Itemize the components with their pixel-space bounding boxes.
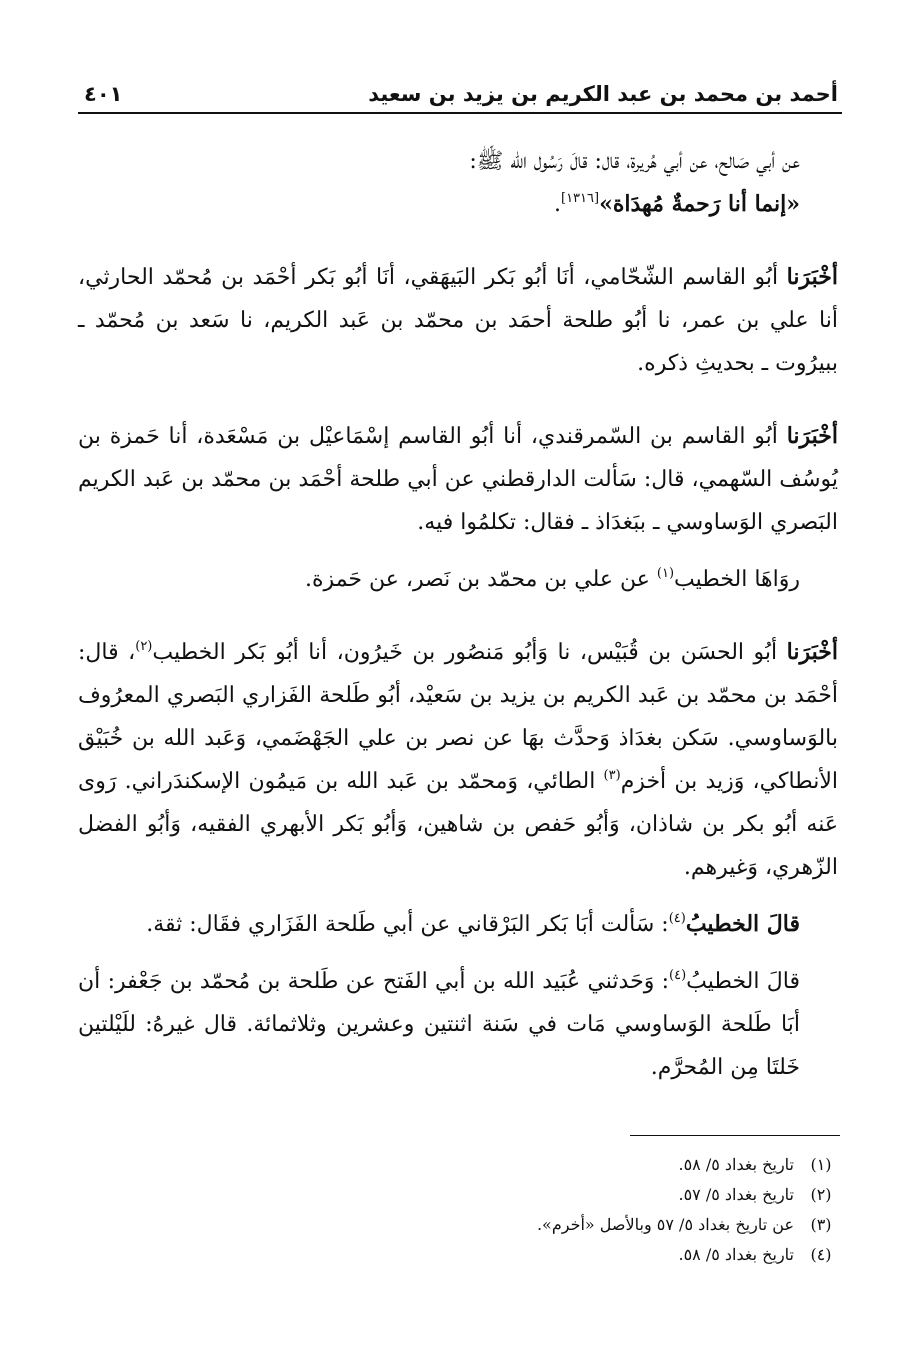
- footnote-item: [78, 1240, 838, 1270]
- paragraph-5-lead: أخْبَرَنا: [786, 639, 838, 665]
- hadith-quote-text: «إنما أنا رَحمةٌ مُهدَاة»: [599, 191, 800, 217]
- paragraph-6-lead: قالَ الخطيبُ: [685, 911, 800, 937]
- running-title: أحمد بن محمد بن عبد الكريم بن يزيد بن سعيد: [368, 82, 838, 106]
- paragraph-7: [78, 960, 838, 1089]
- paragraph-3-text: أبُو القاسم بن السّمرقندي، أنا أبُو القاسم إسْمَاعيْل بن مَسْعَدة، أنا حَمزة بن يُوسُف السّهمي، قال: سَألت الدارقطني عن أبي طلحة أحْمَد بن محمّد بن عَبد الكريم البَصري الوَساوسي ـ ببَغدَاذ ـ فقال: تكلمُوا فيه.: [78, 424, 838, 535]
- paragraph-5: [78, 631, 838, 889]
- paragraph-1-text: عن أبي صَالح، عن أبي هُريرة، قال: قالَ رَسُول الله ﷺ:: [469, 149, 800, 174]
- footnote-number: (٤): [810, 1245, 832, 1264]
- footnote-text: عن تاريخ بغداد ٥/ ٥٧ وبالأصل «أخرم».: [536, 1215, 794, 1234]
- paragraph-7-text-b: : وَحَدثني عُبَيد الله بن أبي الفَتح عن طَلحة بن مُحمّد بن جَعْفر: أن أبَا طَلحة الوَساوسي مَات في سَنة اثنتين وعشرين وثلاثمائة. قال غيرهُ: للَيْلتين خَلتَا مِن المُحرَّم.: [78, 969, 800, 1080]
- page-number: ٤٠١: [84, 82, 123, 106]
- footnote-ref-4b: (٤): [669, 968, 687, 983]
- footnote-ref-3: (٣): [603, 768, 621, 783]
- paragraph-4: [78, 558, 838, 601]
- paragraph-3-lead: أخْبَرَنا: [786, 423, 839, 449]
- main-text: [78, 140, 838, 1089]
- hadith-quote: «إنما أنا رَحمةٌ مُهدَاة»[١٣١٦].: [553, 191, 800, 217]
- footnote-number: (٣): [810, 1215, 832, 1234]
- paragraph-5-text-c: الطائي، وَمحمّد بن عَبد الله بن مَيمُون الإسكندَراني. رَوى عَنه أبُو بكر بن شاذان، وَأبُو حَفص بن شاهين، وَأبُو بَكر الأبهري الفقيه، وَأبُو الفضل الزّهري، وَغيرهم.: [78, 769, 838, 880]
- footnote-text: تاريخ بغداد ٥/ ٥٨.: [678, 1245, 794, 1264]
- hadith-reference: [١٣١٦]: [560, 191, 600, 206]
- paragraph-3: [78, 415, 838, 544]
- paragraph-2-lead: أخْبَرَنا: [786, 264, 838, 290]
- paragraph-5-text-a: أبُو الحسَن بن قُبَيْس، نا وَأبُو مَنصُور بن خَيرُون، أنا أبُو بَكر الخطيب: [152, 640, 778, 665]
- paragraph-6-text: : سَألت أبَا بَكر البَرْقاني عن أبي طَلحة الفَزَاري فقَال: ثقة.: [146, 912, 669, 937]
- footnote-number: (٢): [810, 1185, 832, 1204]
- paragraph-7-text-a: قالَ الخطيبُ: [686, 969, 800, 994]
- paragraph-4-text-a: روَاهَا الخطيب: [674, 567, 800, 592]
- paragraph-2-text: أبُو القاسم الشّحّامي، أنَا أبُو بَكر البَيهَقي، أنَا أبُو بَكر أحْمَد بن مُحمّد الحارثي، أنا علي بن عمر، نا أبُو طلحة أحمَد بن محمّد بن عَبد الكريم، نا سَعد بن مُحمّد ـ ببيرُوت ـ بحديثِ ذكره.: [78, 265, 838, 376]
- page-header: [84, 72, 838, 106]
- footnote-ref-4a: (٤): [668, 911, 686, 926]
- footnote-item: [78, 1180, 838, 1210]
- footnote-item: [78, 1210, 838, 1240]
- paragraph-4-text-b: عن علي بن محمّد بن نَصر، عن حَمزة.: [305, 567, 657, 592]
- footnotes: [78, 1150, 838, 1270]
- paragraph-6: [78, 903, 838, 946]
- paragraph-5-text-b: ، قال: أحْمَد بن محمّد بن عَبد الكريم بن يزيد بن سَعيْد، أبُو طَلحة الفَزاري البَصري المعرُوف بالوَساوسي. سَكن بغدَاذ وَحدَّث بهَا عن نصر بن علي الجَهْضَمي، وَعَبد الله بن خُبَيْق الأنطاكي، وَزيد بن أخزم: [78, 640, 839, 794]
- footnote-ref-1: (١): [656, 566, 675, 581]
- header-rule: [78, 112, 842, 114]
- paragraph-1: [78, 140, 838, 183]
- footnote-ref-2: (٢): [135, 639, 153, 654]
- footnote-rule: [630, 1135, 840, 1136]
- footnote-text: تاريخ بغداد ٥/ ٥٧.: [678, 1185, 794, 1204]
- footnote-text: تاريخ بغداد ٥/ ٥٨.: [678, 1155, 794, 1174]
- paragraph-2: [78, 256, 838, 385]
- footnote-item: [78, 1150, 838, 1180]
- footnote-number: (١): [810, 1155, 832, 1174]
